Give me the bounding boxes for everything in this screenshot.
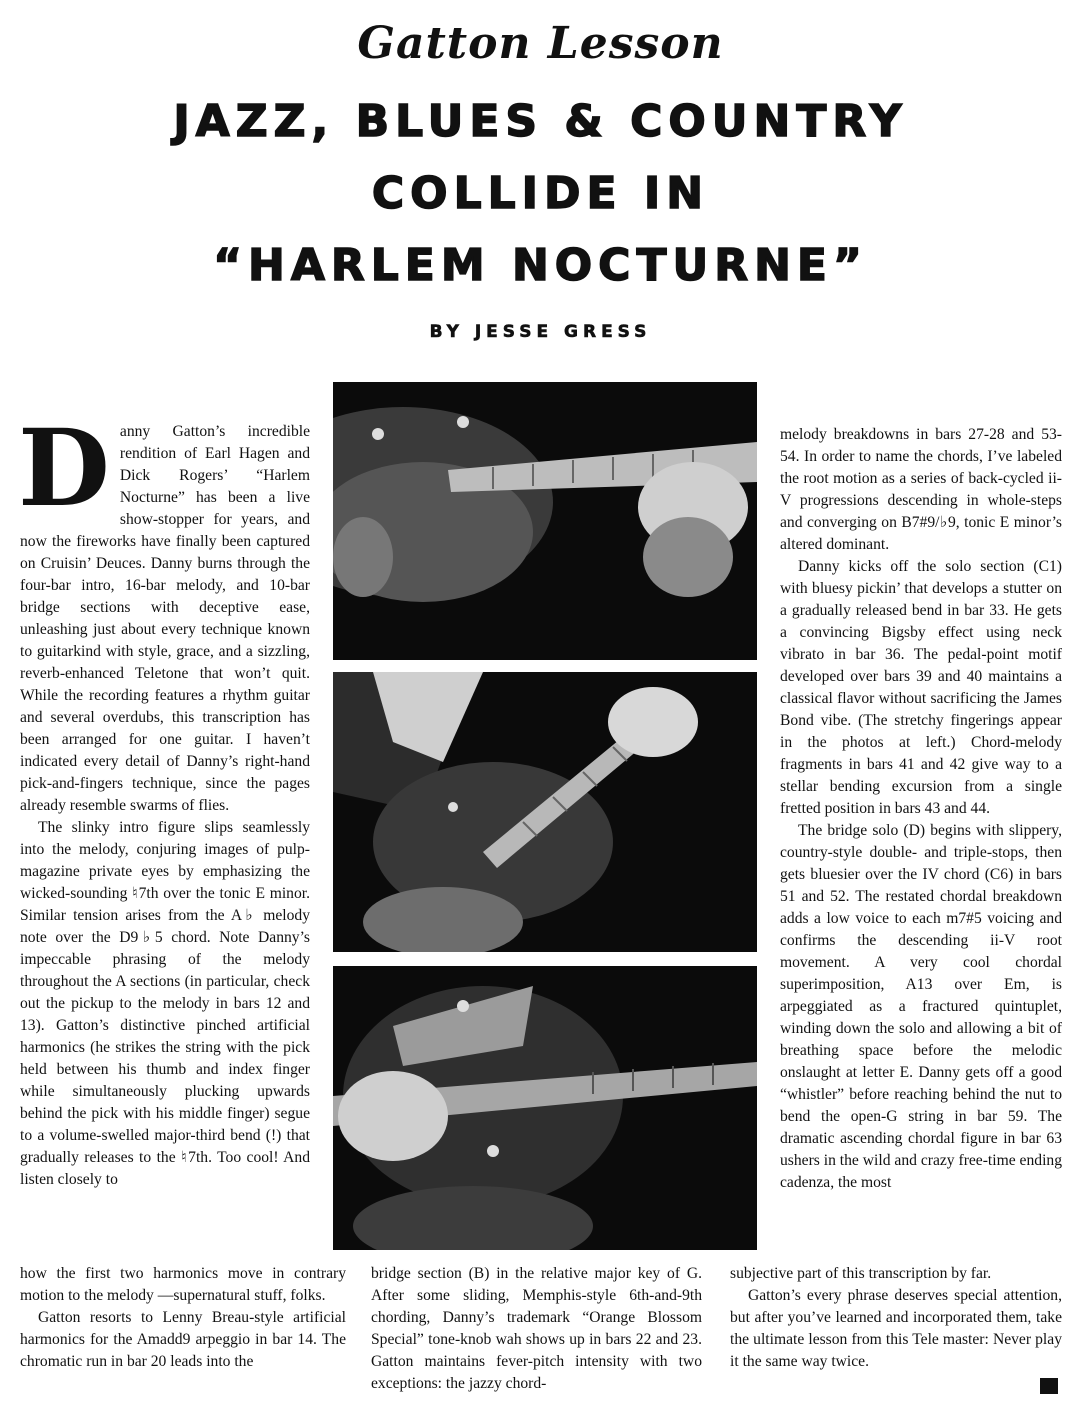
photo-guitar-2 <box>333 672 757 952</box>
photo-guitar-1 <box>333 382 757 660</box>
headline-line-3: “HARLEM NOCTURNE” <box>213 240 868 291</box>
column-2 <box>371 1263 702 1395</box>
end-of-article-mark <box>1040 1378 1058 1394</box>
paragraph-2-end: how the first two harmonics move in contrary motion to the melody —supernatural stuff, folks. <box>20 1265 346 1304</box>
series-kicker: Gatton Lesson <box>357 18 724 69</box>
column-1-continued <box>20 1263 346 1373</box>
byline: BY JESSE GRESS <box>429 322 652 342</box>
paragraph-3: Gatton resorts to Lenny Breau-style artificial harmonics for the Amadd9 arpeggio in bar 14. The chromatic run in bar 20 leads into the <box>20 1309 346 1370</box>
paragraph-col3-4: Gatton’s every phrase deserves special attention, but after you’ve learned and incorporated them, take the ultimate lesson from this Tele master: Never play it the same way twice. <box>730 1287 1062 1370</box>
column-1 <box>18 405 310 1191</box>
paragraph-col3-1: melody breakdowns in bars 27-28 and 53-54. In order to name the chords, I’ve labeled the root motion as a series of back-cycled ii-V progressions descending in whole-steps and converging on B7#9/♭9, tonic E minor’s altered dominant. <box>780 426 1062 553</box>
photo-guitar-3 <box>333 966 757 1250</box>
headline-line-2: COLLIDE IN <box>371 168 710 219</box>
paragraph-intro <box>18 405 310 817</box>
drop-cap: D <box>18 405 110 530</box>
column-3 <box>780 424 1062 1194</box>
paragraph-intro-text: anny Gatton’s incredible rendition of Earl Hagen and Dick Rogers’ “Harlem Nocturne” has been a live show-stopper for years, and now the fireworks have finally been captured on Cruisin’ Deuces. Danny burns through the four-bar intro, 16-bar melody, and 10-bar bridge sections with deceptive ease, unleashing just about every technique known to guitarkind with style, grace, and a sizzling, reverb-enhanced Teletone that won’t quit. While the recording features a rhythm guitar and several overdubs, this transcription has been arranged for one guitar. I haven’t indicated every detail of Danny’s right-hand pick-and-fingers technique, since the pages already resemble swarms of flies. <box>20 423 310 814</box>
paragraph-col3-2: Danny kicks off the solo section (C1) with bluesy pickin’ that develops a stutter on a gradually released bend in bar 33. He gets a convincing Bigsby effect using neck vibrato in bar 36. The pedal-point motif developed over bars 39 and 40 maintains a classical flavor without sacrificing the James Bond vibe. (The stretchy fingerings appear in the photos at left.) Chord-melody fragments in bars 41 and 42 give way to a stellar bending excursion from a single fretted position in bars 43 and 44. <box>780 558 1062 817</box>
paragraph-col3-3-end: subjective part of this transcription by far. <box>730 1265 992 1282</box>
paragraph-2: The slinky intro figure slips seamlessly into the melody, conjuring images of pulp-magazine private eyes by emphasizing the wicked-sounding ♮7th over the tonic E minor. Similar tension arises from the A♭ melody note over the D9♭5 chord. Note Danny’s impeccable phrasing of the melody throughout the A sections (in particular, check out the pickup to the melody in bars 12 and 13). Gatton’s distinctive pinched artificial harmonics (he strikes the string with the pick held between his thumb and index finger while simultaneously plucking upwards behind the pick with his middle finger) segue to a volume-swelled major-third bend (!) that gradually releases to the ♮7th. Too cool! And listen closely to <box>20 819 310 1188</box>
headline-line-1: JAZZ, BLUES & COUNTRY <box>173 96 908 147</box>
column-3-continued <box>730 1263 1062 1373</box>
paragraph-col2: bridge section (B) in the relative major key of G. After some sliding, Memphis-style 6th-and-9th chording, Danny’s trademark “Orange Blossom Special” tone-knob wah shows up in bars 22 and 23. Gatton maintains fever-pitch intensity with two exceptions: the jazzy chord- <box>371 1265 702 1392</box>
paragraph-col3-3: The bridge solo (D) begins with slippery, country-style double- and triple-stops, then gets bluesier over the IV chord (C6) in bars 51 and 52. The restated chordal breakdown adds a low voice to each m7#5 voicing and confirms the descending ii-V root movement. A very cool chordal superimposition, A13 over Em, is arpeggiated as a fractured quintuplet, winding down the solo and allowing a bit of breathing space before the melodic onslaught at letter E. Danny gets off a good “whistler” before reaching behind the nut to bend the open-G string in bar 59. The dramatic ascending chordal figure in bar 63 ushers in the wild and crazy free-time ending cadenza, the most <box>780 822 1062 1191</box>
